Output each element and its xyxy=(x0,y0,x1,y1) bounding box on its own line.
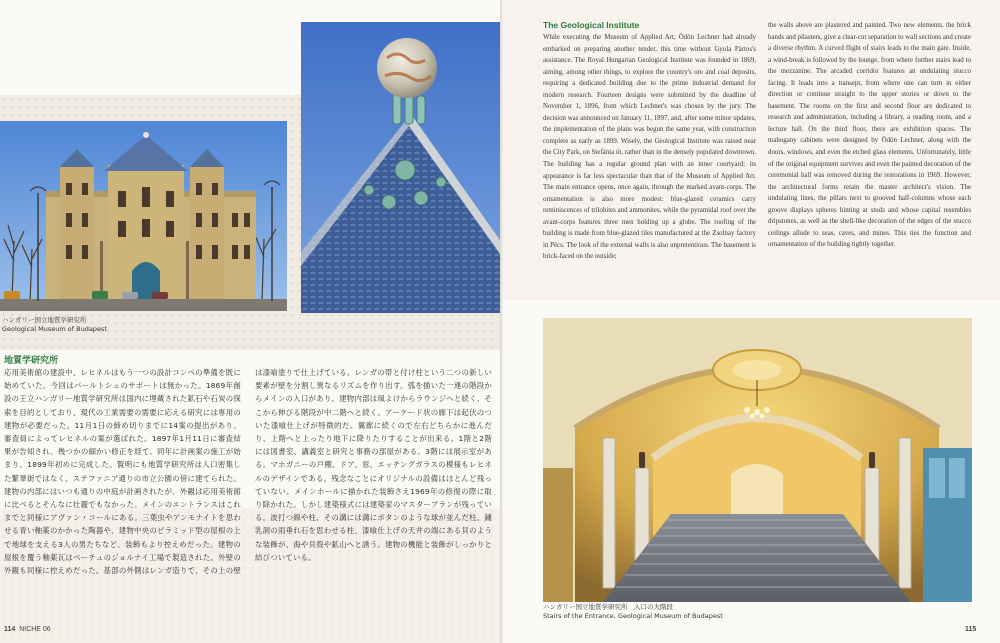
right-page xyxy=(503,0,1000,643)
en-heading: The Geological Institute xyxy=(543,20,640,30)
folio-left xyxy=(4,626,51,633)
en-body-col1: While executing the Museum of Applied Art, Ödön Lechner had already embarked on preparing another tender, this time without Gyula Pártos's assistance. The Royal Hungarian Geological Institute was founded in 1869, aiming, among other things, to explore the country's ore and coal deposits, requiring a dedicated building due to the prime industrial demand for modern research. Fourteen designs were submitted by the deadline of November 1, 1896, from which Lechner's was chosen by the jury. The decision was announced on January 11, 1897, and, after some minor updates, the implementation of the plans was begun the same year, with construction complete as early as 1899. Wisely, the Geological Institute was raised near the City Park, on Stefánia út, rather than in the densely populated downtown. The building has a regular ground plan with an inner courtyard; its appearance is far less spectacular than that of the Museum of Applied Art. The main entrance opens, once again, through the marked avant-corps. The ornamentation is also more modest: blue-glazed ceramics carry reminiscences of trilobites and ammonites, while the pyramidal roof over the avant-corps features three men holding up a globe. The roofing of the building is made from blue-glazed tiles manufactured at the Zsolnay factory in Pécs. The look of the external walls is also unpretentious. The basement is brick-faced on the outside; xyxy=(543,34,756,261)
photo1-caption-en: Geological Museum of Budapest xyxy=(2,325,107,333)
facade-illustration xyxy=(0,121,287,311)
photo-geological-institute-facade xyxy=(0,121,287,311)
page-number-left: 114 xyxy=(4,626,16,633)
photo1-caption-jp: ハンガリー国立地質学研究所 xyxy=(2,316,87,324)
photo-stairs-caption xyxy=(543,603,723,621)
en-body-col2: the walls above are plastered and painted. Two new elements, the brick bands and pilasters, give a clear-cut separation to wall sections and create a diverse rhythm. A curved flight of stairs leads to the main gate. Inside, a wind-break is followed by the lounge, from where further stairs lead to the mezzanine. The arcaded corridor features an undulating stucco facing. It leads into a transept, from where one can turn in either direction or continue straight to the upper stories or down to the basement. The rooms on the first and second floor are dedicated to research and administration, including a library, a reading room, and a lecture hall. On the third floor, there are exhibition spaces. The mahogany cabinets were designed by Ödön Lechner, along with the doors, windows, and even the etched glass elements. Unfortunately, little of the original equipment survives and even the painted decoration of the ceremonial hall was removed during the restorations in 1969. However, the architectural forms retain the master architect's vision. The undulating lines, the pillars next to grooved half-columns whose each groove displays spheres hinting at studs and whose capital resembles dripstones, as well as the shell-like decoration of the edges of the stucco ceilings allude to seas, caves, and mines. This ties the function and ornamentation of the building tightly together. xyxy=(768,22,971,249)
photo-stairs-caption-jp: ハンガリー国立地質学研究所 入口の大階段 xyxy=(543,603,673,611)
page-number-right: 115 xyxy=(965,626,977,633)
folio-right xyxy=(965,626,976,633)
roof-globe-illustration xyxy=(301,22,500,313)
jp-body-text: 応用美術館の建設中、レヒネルはもう一つの設計コンペの準備を既に始めていた。今回はパールトシュのサポートは無かった。1869年創設の王立ハンガリー地質学研究所は国内に埋蔵された鉱石や石炭の探索を目的としており、現代の工業需要の需要に応える研究には専用の建物が必要だった。11月1日の締め切りまでに14案の提出があり、審査員によってレヒネルの案が選ばれた。1897年1月11日に審査結果が告知され、幾つかの細かい修正を経て、同年に計画案の施工が始まり、1899年初めに完成した。賢明にも地質学研究所は人口密集した繁華街ではなく、ステファニア通りの市立公園の傍に建てられた。建物の内部にはいつも通りの中庭が計画されたが、外観は応用美術館に比べるとそんなに壮麗でもなかった。メインのエントランスはこれまでと同様にアヴァン・コールにある。三葉虫やアンモナイトを思わせる青い釉薬のかかった陶器や、建物中央のピラミッド型の屋根の上で地球を支える3人の男たちなど、装飾もより控えめだった。建物の屋根を覆う釉薬瓦はペーチュのジョルナイ工場で製造された。外壁の外観も同様に控えめだった。基部の外側はレンガ造りで、その上の壁は漆喰塗りで仕上げている。レンガの帯と付け柱という二つの新しい要素が壁を分割し異なるリズムを作り出す。弧を描いた一連の階段からメインの入口があり、建物内部は風よけからラウンジへと続く、そこから伸びる階段が中二階へと続く。アーケード状の廊下は起伏のついた漆喰仕上げが特徴的だ。翼廊に続くので左右どちらかに進んだり、上階へと上ったり地下に降りたりすることが出来る。1階と2階には図書室、講義室と研究と事務の部屋がある。3階には展示室がある。マホガニーの戸棚、ドア、窓、エッチングガラスの模様もレヒネルのデザインである。残念なことにオリジナルの設備はほとんど残っていない。メインホールに描かれた装飾さえ1969年の修復の際に取り除かれた。しかし建築様式には建築家のマスタープランが残っている。波打つ線や柱、その溝には溝にボタンのような球が並んだ柱、鍾乳洞の雨垂れ石を思わせる柱、漆喰仕上げの天井の端にある貝のような装飾が、海や貝殻や鉱山へと誘う。建物の機能と装飾がしっかりと結びついている。 xyxy=(4,368,492,576)
magazine-title: NICHE 06 xyxy=(19,626,51,633)
staircase-illustration xyxy=(543,318,972,602)
jp-heading: 地質学研究所 xyxy=(4,355,59,365)
photo-stairs-caption-en: Stairs of the Entrance, Geological Museum of Budapest xyxy=(543,612,723,620)
photo1-caption xyxy=(2,316,107,334)
photo-roof-globe xyxy=(301,22,500,313)
photo-entrance-stairs xyxy=(543,318,972,602)
